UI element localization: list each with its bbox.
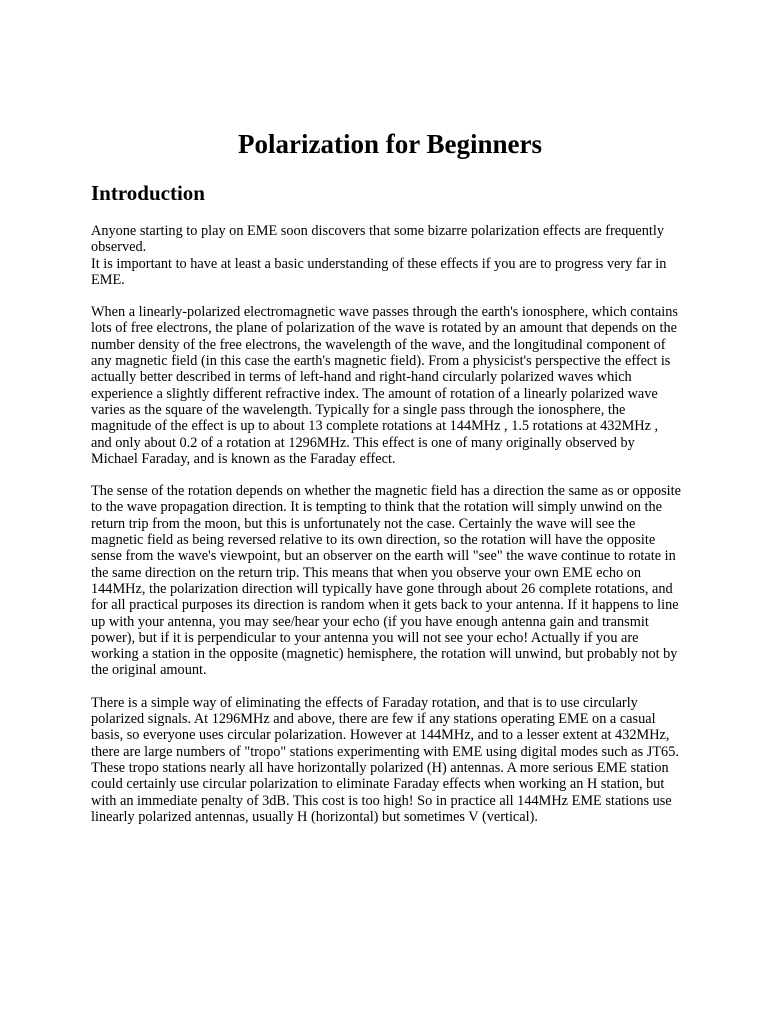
paragraph-2-text: When a linearly-polarized electromagnetic wave passes through the earth's ionosphere, which contains lots of free electrons, the plane of polarization of the wave is rotated by an amount that depends on the number density of the free electrons, the wavelength of the wave, and the longitudinal component of any magnetic field (in this case the earth's magnetic field). From a physicist's perspective the effect is actually better described in terms of left-hand and right-hand circularly polarized waves which experience a slightly different refractive index. The amount of rotation of a linearly polarized wave varies as the square of the wavelength. Typically for a single pass through the ionosphere, the magnitude of the effect is up to about 13 complete rotations at 144MHz , 1.5 rotations at 432MHz , and only about 0.2 of a rotation at 1296MHz. This effect is one of many originally observed by Michael Faraday, and is known as the Faraday effect. — [91, 304, 678, 467]
paragraph-3-text: The sense of the rotation depends on whether the magnetic field has a direction the same as or opposite to the wave propagation direction. It is tempting to think that the rotation will simply unwind on the return trip from the moon, but this is unfortunately not the case. Certainly the wave will see the magnetic field as being reversed relative to its own direction, so the rotation will have the opposite sense from the wave's viewpoint, but an observer on the earth will "see" the wave continue to rotate in the same direction on the return trip. This means that when you observe your own EME echo on 144MHz, the polarization direction will typically have gone through about 26 complete rotations, and for all practical purposes its direction is random when it gets back to your antenna. If it happens to line up with your antenna, you may see/hear your echo (if you have enough antenna gain and transmit power), but if it is perpendicular to your antenna you will not see your echo! Actually if you are working a station in the opposite (magnetic) hemisphere, the rotation will unwind, but probably not by the original amount. — [91, 483, 681, 679]
section-heading-introduction: Introduction — [91, 181, 205, 205]
paragraph-4-text: There is a simple way of eliminating the effects of Faraday rotation, and that is to use circularly polarized signals. At 1296MHz and above, there are few if any stations operating EME on a casual basis, so everyone uses circular polarization. However at 144MHz, and to a lesser extent at 432MHz, there are large numbers of "tropo" stations experimenting with EME using digital modes such as JT65. These tropo stations nearly all have horizontally polarized (H) antennas. A more serious EME station could certainly use circular polarization to eliminate Faraday effects when working an H station, but with an immediate penalty of 3dB. This cost is too high! So in practice all 144MHz EME stations use linearly polarized antennas, usually H (horizontal) but sometimes V (vertical). — [91, 694, 679, 825]
document-page — [91, 126, 681, 841]
paragraph-1-line-2: It is important to have at least a basic understanding of these effects if you are to progress very far in EME. — [91, 255, 667, 288]
paragraph-3 — [91, 483, 681, 679]
paragraph-1-line-1: Anyone starting to play on EME soon discovers that some bizarre polarization effects are frequently observed. — [91, 223, 665, 256]
paragraph-2 — [91, 304, 681, 467]
paragraph-4 — [91, 695, 681, 825]
paragraph-1 — [91, 223, 681, 288]
document-title: Polarization for Beginners — [238, 129, 542, 159]
